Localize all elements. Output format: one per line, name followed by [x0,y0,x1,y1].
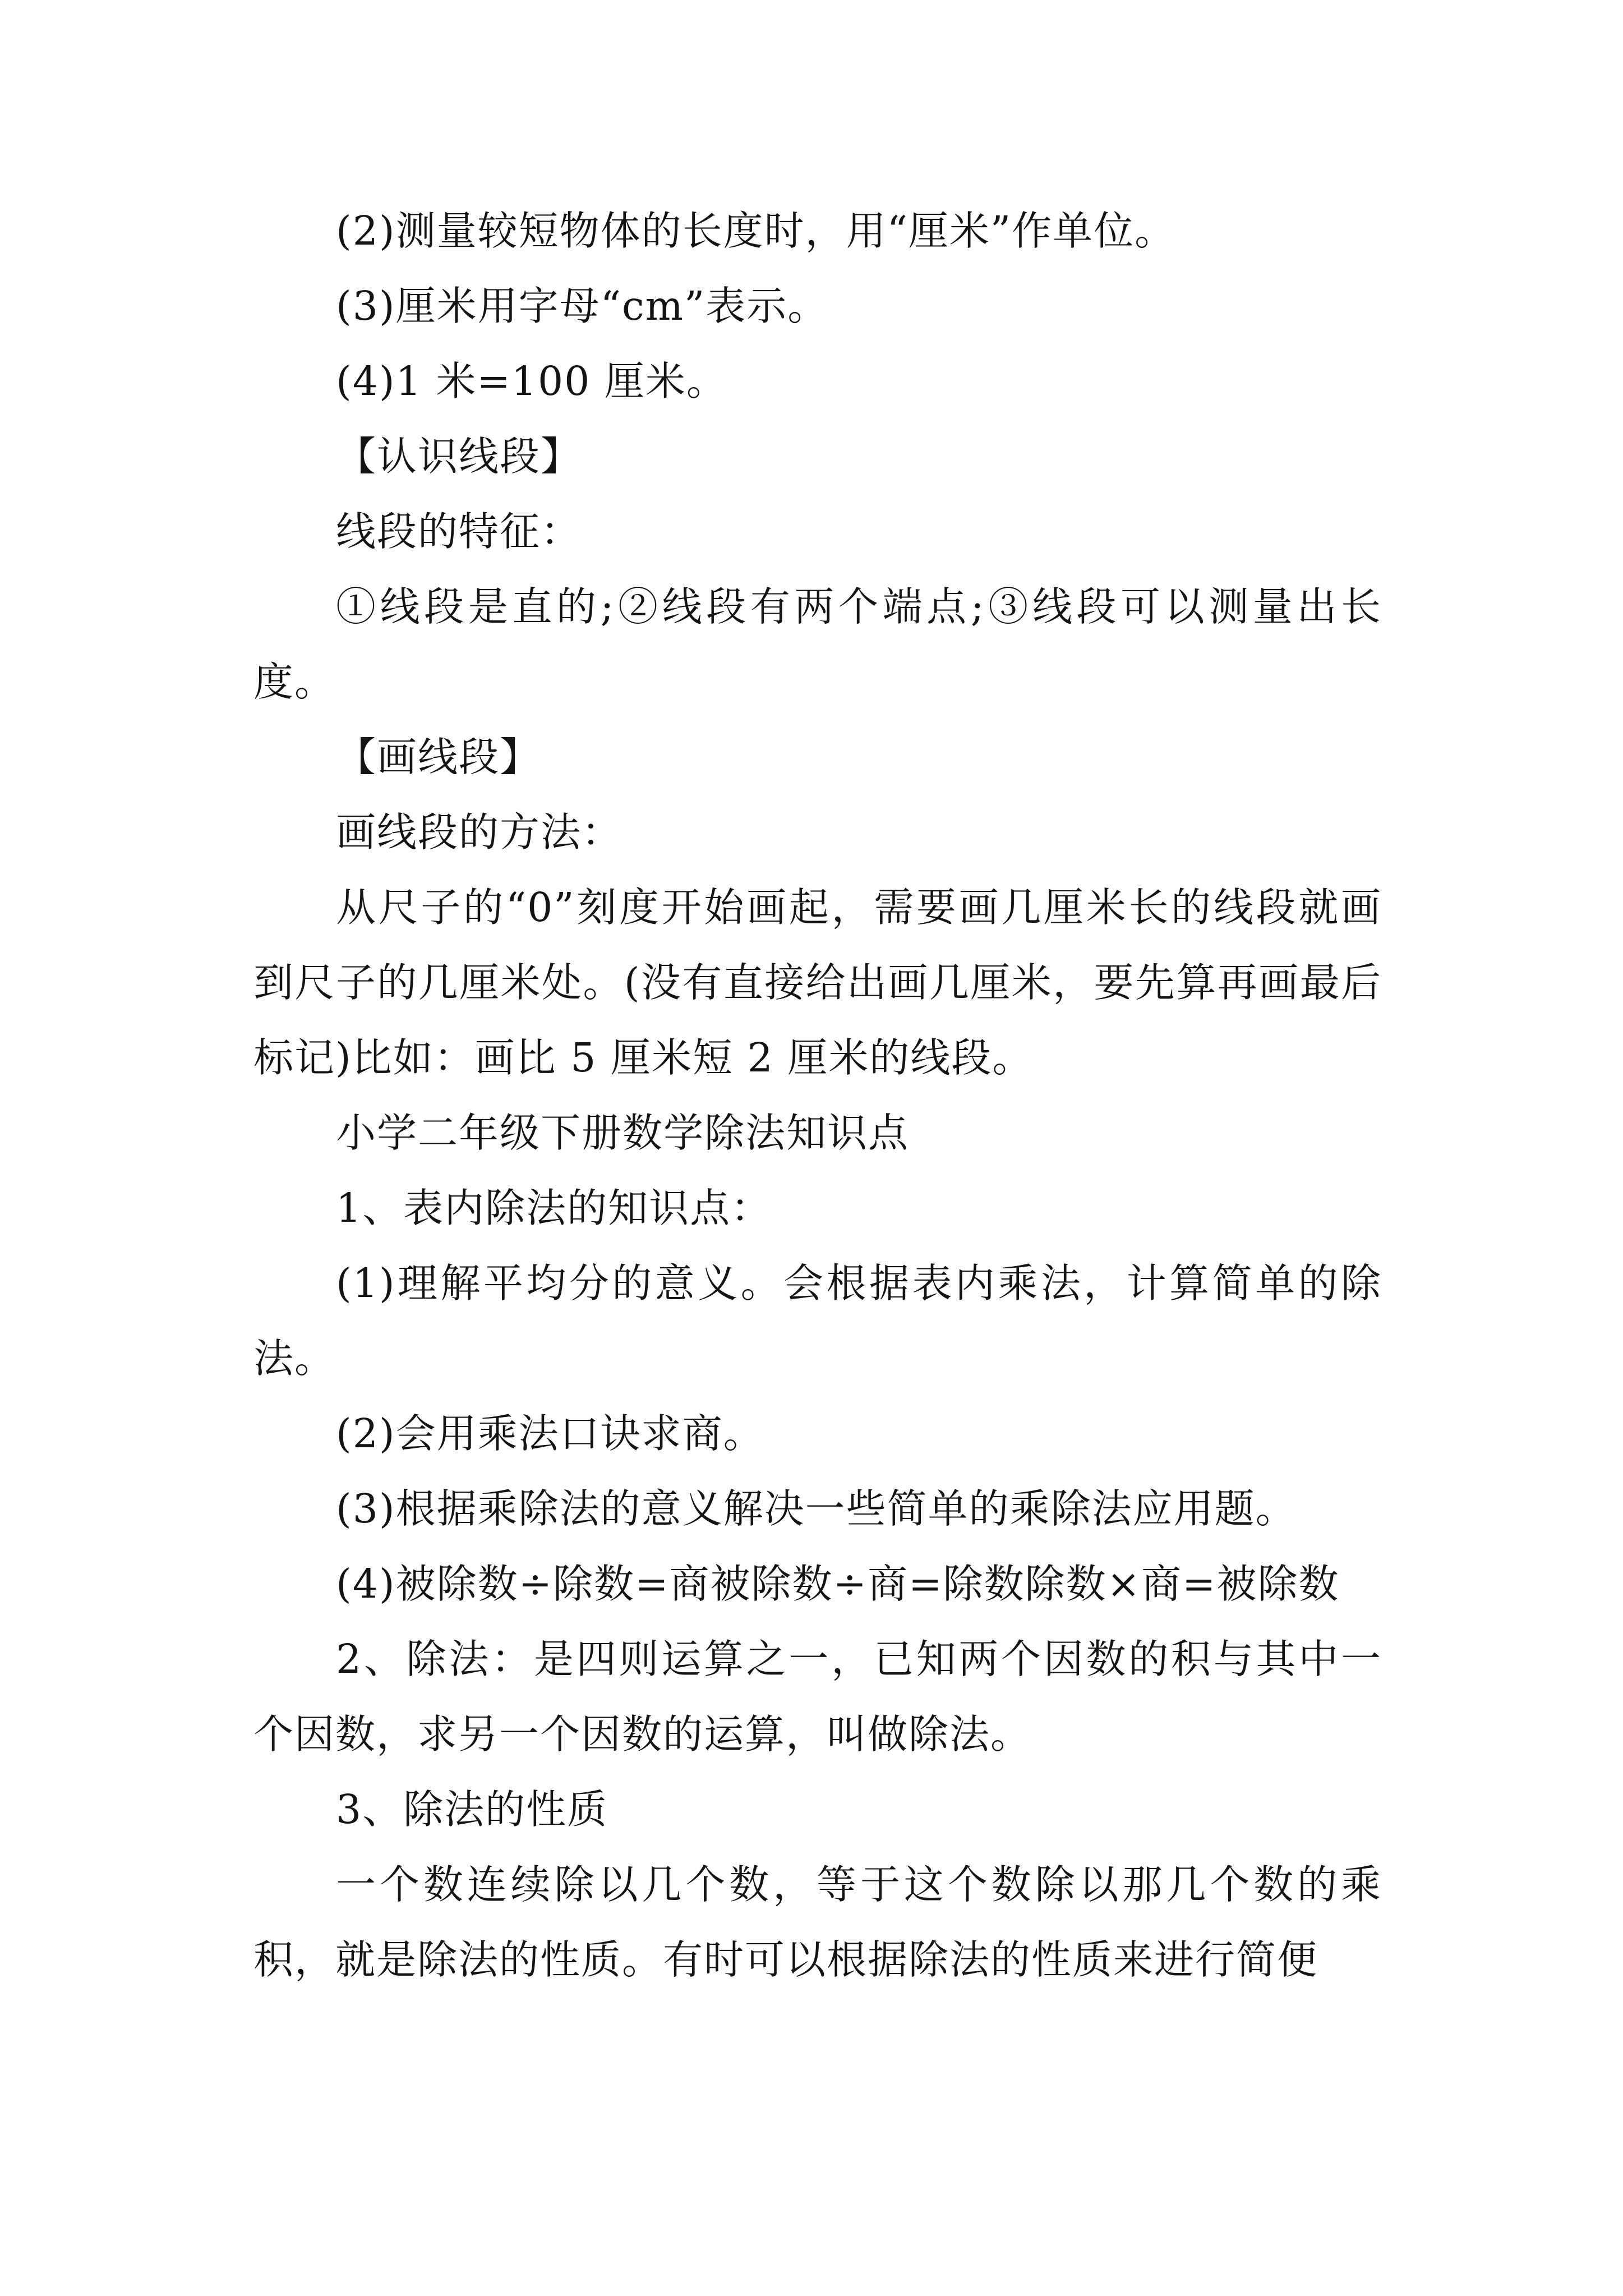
paragraph-cm-symbol: (3)厘米用字母“cm”表示。 [336,283,829,329]
paragraph-segment-features-label: 线段的特征： [336,508,582,555]
paragraph-meter-conversion: (4)1 米=100 厘米。 [336,358,727,404]
paragraph-division-definition: 2、除法：是四则运算之一，已知两个因数的积与其中一个因数，求另一个因数的运算，叫做除法。 [253,1636,1382,1757]
paragraph-division-formulas: (4)被除数÷除数=商被除数÷商=除数除数×商=被除数 [336,1561,1340,1607]
paragraph-word-problems: (3)根据乘除法的意义解决一些简单的乘除法应用题。 [336,1485,1297,1532]
document-body [253,194,1382,1998]
paragraph-division-property-title: 3、除法的性质 [336,1786,608,1833]
paragraph-division-property: 一个数连续除以几个数，等于这个数除以那几个数的乘积，就是除法的性质。有时可以根据除法的性质来进行简便 [253,1861,1382,1983]
paragraph-draw-method: 从尺子的“0”刻度开始画起，需要画几厘米长的线段就画到尺子的几厘米处。(没有直接给出画几厘米，要先算再画最后标记)比如：画比 5 厘米短 2 厘米的线段。 [253,884,1382,1081]
heading-line-segment: 【认识线段】 [336,433,582,480]
paragraph-segment-features: ①线段是直的;②线段有两个端点;③线段可以测量出长度。 [253,583,1382,705]
heading-draw-segment: 【画线段】 [336,734,541,780]
section-title-division: 小学二年级下册数学除法知识点 [336,1110,910,1156]
paragraph-multiplication-rhyme: (2)会用乘法口诀求商。 [336,1410,764,1457]
paragraph-draw-method-label: 画线段的方法： [336,809,623,855]
paragraph-short-length-unit: (2)测量较短物体的长度时，用“厘米”作单位。 [336,208,1176,254]
paragraph-average-division: (1)理解平均分的意义。会根据表内乘法，计算简单的除法。 [253,1260,1382,1382]
paragraph-table-division-title: 1、表内除法的知识点： [336,1185,772,1231]
